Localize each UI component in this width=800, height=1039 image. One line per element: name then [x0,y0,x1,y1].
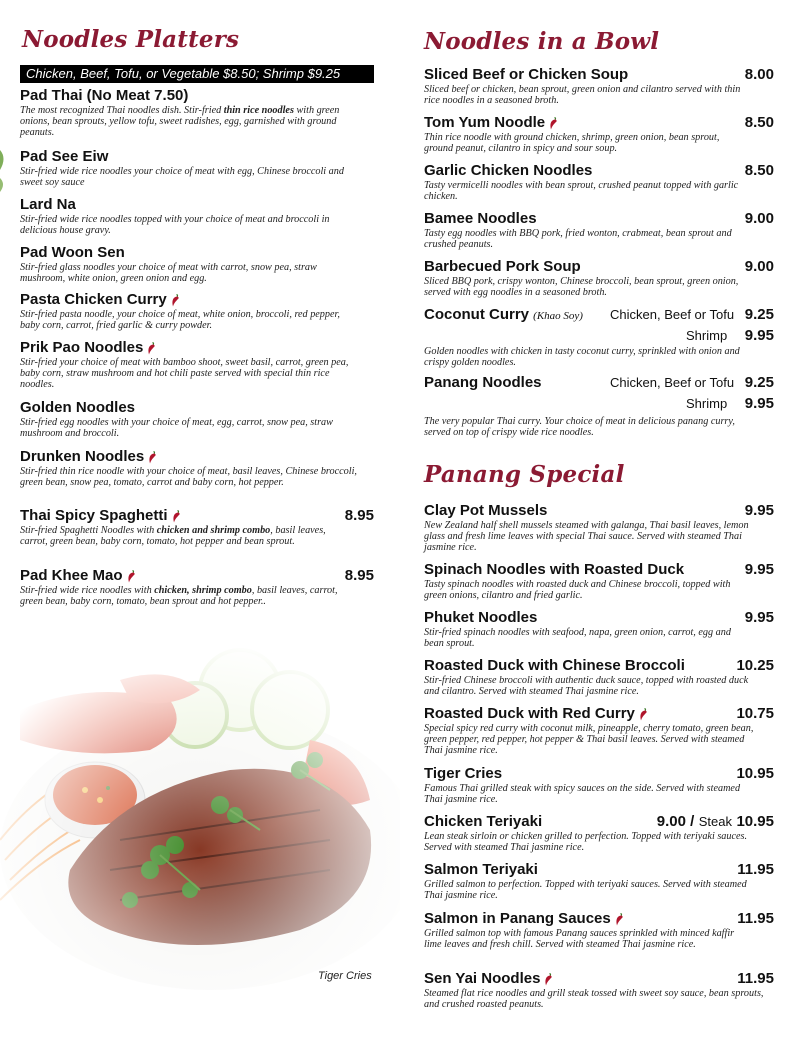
item-name: Chicken Teriyaki [424,813,543,830]
item-description: Stir-fried glass noodles your choice of meat with carrot, snow pea, straw mushroom, white onion, green onion and egg. [20,262,317,284]
item-description: Special spicy red curry with coconut milk, pineapple, cherry tomato, green bean, green pepper, red pepper, hot pepper & Thai basil leaves. Served with steamed Thai jasmine rice. [424,723,754,756]
item-name: Roasted Duck with Chinese Broccoli [424,657,685,674]
item-name: Roasted Duck with Red Curry [424,705,635,722]
chili-pepper-icon [171,294,180,307]
menu-item [20,291,360,331]
menu-item [20,399,360,439]
menu-item [424,765,774,805]
chili-pepper-icon [544,973,553,986]
item-name: Salmon Teriyaki [424,861,538,878]
chili-pepper-icon [172,510,181,523]
item-description: New Zealand half shell mussels steamed with galanga, Thai basil leaves, lemon glass and fresh lime leaves with special Thai sauce. Served with steamed Thai jasmine rice. [424,520,749,553]
chili-pepper-icon [639,708,648,721]
item-description: Stir-fried spinach noodles with seafood, napa, green onion, carrot, egg and bean sprout. [424,627,731,649]
item-price: 8.95 [344,507,374,524]
item-price: 9.00 [744,210,774,227]
item-description: Sliced BBQ pork, crispy wonton, Chinese broccoli, bean sprout, green onion, served with egg noodles in a seasoned broth. [424,276,739,298]
item-name: Tiger Cries [424,765,503,782]
item-price: 10.95 [736,813,774,830]
item-description: Stir-fried egg noodles with your choice of meat, egg, carrot, snow pea, straw mushroom and broccoli. [20,417,333,439]
item-description: The most recognized Thai noodles dish. Stir-fried thin rice noodles with green onions, bean sprouts, yellow tofu, sweet radishes, egg, garnished with ground peanuts. [20,105,340,138]
item-price: 11.95 [737,861,774,878]
menu-item [20,196,360,236]
item-name: Pad Woon Sen [20,244,125,261]
option-label: Shrimp [686,328,728,343]
menu-item [20,244,360,284]
item-description: Grilled salmon top with famous Panang sauces sprinkled with minced kaffir lime leaves and fresh chill. Served with steamed Thai jasmine rice. [424,928,735,950]
item-description: Steamed flat rice noodles and grill steak tossed with sweet soy sauce, bean sprouts, and crushed roasted peanuts. [424,988,764,1010]
menu-item [20,148,360,188]
item-name: Spinach Noodles with Roasted Duck [424,561,685,578]
option-price: 9.25 [744,306,774,323]
item-name: Pasta Chicken Curry [20,291,167,308]
option-label: Shrimp [686,396,728,411]
menu-item [424,657,774,697]
item-name: Phuket Noodles [424,609,538,626]
menu-item [424,970,774,1010]
item-description: Stir-fried pasta noodle, your choice of meat, white onion, broccoli, red pepper, baby corn, carrot, fried garlic & curry powder. [20,309,340,331]
item-description: Stir-fried Spaghetti Noodles with chicken and shrimp combo, basil leaves, carrot, green bean, baby corn, tomato, hot pepper and bean sprout. [20,525,326,547]
item-price: 11.95 [737,910,774,927]
menu-item [424,502,774,553]
item-price: 10.75 [736,705,774,722]
item-description: Grilled salmon to perfection. Topped with teriyaki sauces. Served with steamed Thai jasmine rice. [424,879,747,901]
item-description: Tasty spinach noodles with roasted duck and Chinese broccoli, topped with green onions, cilantro and fried garlic. [424,579,731,601]
chili-pepper-icon [127,570,136,583]
price-bar: Chicken, Beef, Tofu, or Vegetable $8.50; Shrimp $9.25 [20,65,374,83]
item-price: 10.25 [736,657,774,674]
menu-item [424,861,774,901]
menu-item-coconut-curry [424,306,774,368]
menu-item [20,507,374,547]
item-name: Garlic Chicken Noodles [424,162,593,179]
item-price: 8.50 [744,114,774,131]
item-description: The very popular Thai curry. Your choice of meat in delicious panang curry, served on top of crispy wide rice noodles. [424,416,735,438]
item-name: Prik Pao Noodles [20,339,144,356]
noodles-in-a-bowl-title: Noodles in a Bowl [424,28,660,55]
item-name: Drunken Noodles [20,448,145,465]
herb-decoration [0,140,8,200]
chili-pepper-icon [549,117,558,130]
item-price: 9.95 [744,561,774,578]
item-price: 8.00 [744,66,774,83]
item-name: Golden Noodles [20,399,136,416]
item-name: Sliced Beef or Chicken Soup [424,66,629,83]
menu-item [20,448,360,488]
item-name: Thai Spicy Spaghetti [20,507,168,524]
menu-item [424,813,774,853]
option-price: 9.95 [744,327,774,344]
menu-item [424,609,774,649]
menu-item [424,705,774,756]
item-name: Coconut Curry [424,306,529,323]
menu-item [424,561,774,601]
item-price: 9.95 [744,502,774,519]
item-description: Sliced beef or chicken, bean sprout, green onion and cilantro served with thin rice noodles in a seasoned broth. [424,84,741,106]
option-price: 9.95 [744,395,774,412]
option-label: Chicken, Beef or Tofu [610,375,735,390]
item-price: 10.95 [736,765,774,782]
menu-item [20,339,360,390]
noodles-platters-title: Noodles Platters [22,26,240,53]
item-description: Thin rice noodle with ground chicken, shrimp, green onion, bean sprout, ground peanut, cilantro in spicy and sour soup. [424,132,720,154]
photo-caption: Tiger Cries [318,970,372,982]
chili-pepper-icon [148,451,157,464]
menu-item [424,910,774,950]
item-description: Stir-fried wide rice noodles topped with your choice of meat and broccoli in delicious house gravy. [20,214,330,236]
item-description: Stir-fried thin rice noodle with your choice of meat, basil leaves, Chinese broccoli, green bean, snow pea, tomato, carrot and baby corn, hot pepper. [20,466,357,488]
item-description: Stir-fried wide rice noodles with chicken, shrimp combo, basil leaves, carrot, green bean, baby corn, tomato, bean sprout and hot pepper.. [20,585,338,607]
item-price: 9.00 / [656,813,695,830]
item-name: Lard Na [20,196,76,213]
item-name: Panang Noodles [424,374,542,391]
option-label: Chicken, Beef or Tofu [610,307,735,322]
item-name: Bamee Noodles [424,210,537,227]
item-price: 9.95 [744,609,774,626]
item-description: Tasty vermicelli noodles with bean sprout, crushed peanut topped with garlic chicken. [424,180,739,202]
menu-item [424,66,774,106]
item-description: Golden noodles with chicken in tasty coconut curry, sprinkled with onion and crispy golden noodles. [424,346,740,368]
item-description: Famous Thai grilled steak with spicy sauces on the side. Served with steamed Thai jasmine rice. [424,783,741,805]
menu-item [424,162,774,202]
option-price: 9.25 [744,374,774,391]
menu-item-panang-noodles [424,374,774,440]
menu-item [424,210,774,250]
chili-pepper-icon [147,342,156,355]
item-description: Stir-fried your choice of meat with bamboo shoot, sweet basil, carrot, green pea, baby corn, straw mushroom and hot chili paste served with special thin rice noodles. [20,357,349,390]
menu-item [20,87,360,138]
item-price: 8.95 [344,567,374,584]
item-description: Stir-fried Chinese broccoli with authentic duck sauce, topped with roasted duck and cilantro. Served with steamed Thai jasmine rice. [424,675,749,697]
item-description: Stir-fried wide rice noodles your choice of meat with egg, Chinese broccoli and sweet soy sauce [20,166,344,188]
item-description: Lean steak sirloin or chicken grilled to perfection. Topped with teriyaki sauces. Served with steamed Thai jasmine rice. [424,831,748,853]
item-price: 8.50 [744,162,774,179]
item-price-group [657,813,774,831]
panang-special-title: Panang Special [424,461,625,488]
item-description: Tasty egg noodles with BBQ pork, fried wonton, crabmeat, bean sprout and crushed peanuts. [424,228,732,250]
chili-pepper-icon [615,913,624,926]
item-name: Barbecued Pork Soup [424,258,581,275]
menu-item [424,258,774,298]
option-label: Steak [698,814,732,829]
menu-item [20,567,374,607]
item-name: Pad Khee Mao [20,567,123,584]
item-subtitle: (Khao Soy) [533,310,583,322]
item-name: Pad Thai (No Meat 7.50) [20,87,189,104]
item-price: 9.00 [744,258,774,275]
item-name: Pad See Eiw [20,148,109,165]
tiger-cries-photo [0,640,400,990]
item-name: Sen Yai Noodles [424,970,541,987]
right-column [424,0,778,1039]
item-price: 11.95 [737,970,774,987]
item-name: Salmon in Panang Sauces [424,910,611,927]
item-name: Clay Pot Mussels [424,502,548,519]
menu-item [424,114,774,154]
item-name: Tom Yum Noodle [424,114,546,131]
